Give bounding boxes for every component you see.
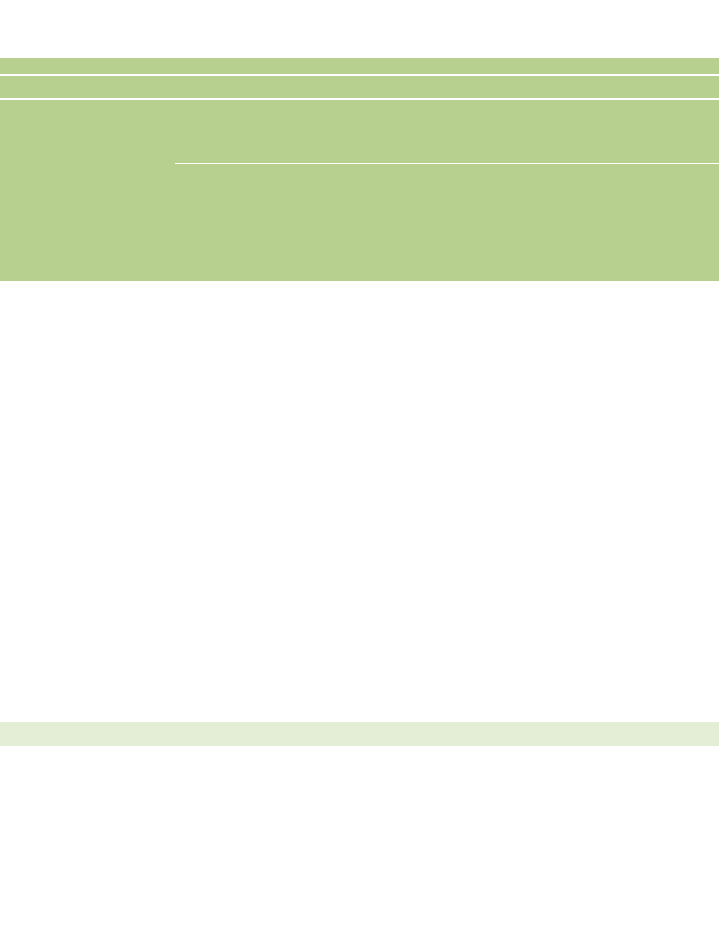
location-band bbox=[0, 58, 719, 74]
header-puestos bbox=[366, 188, 459, 256]
header-culto bbox=[296, 188, 366, 256]
header-produccion bbox=[555, 164, 639, 280]
header-group bbox=[175, 113, 635, 153]
subtitle-band bbox=[0, 76, 719, 98]
header-admin bbox=[220, 196, 294, 248]
header-uniones bbox=[454, 172, 558, 272]
total-row bbox=[0, 722, 719, 746]
header-enproceso bbox=[639, 164, 719, 216]
header-total bbox=[175, 210, 220, 234]
header-rama bbox=[0, 175, 175, 205]
